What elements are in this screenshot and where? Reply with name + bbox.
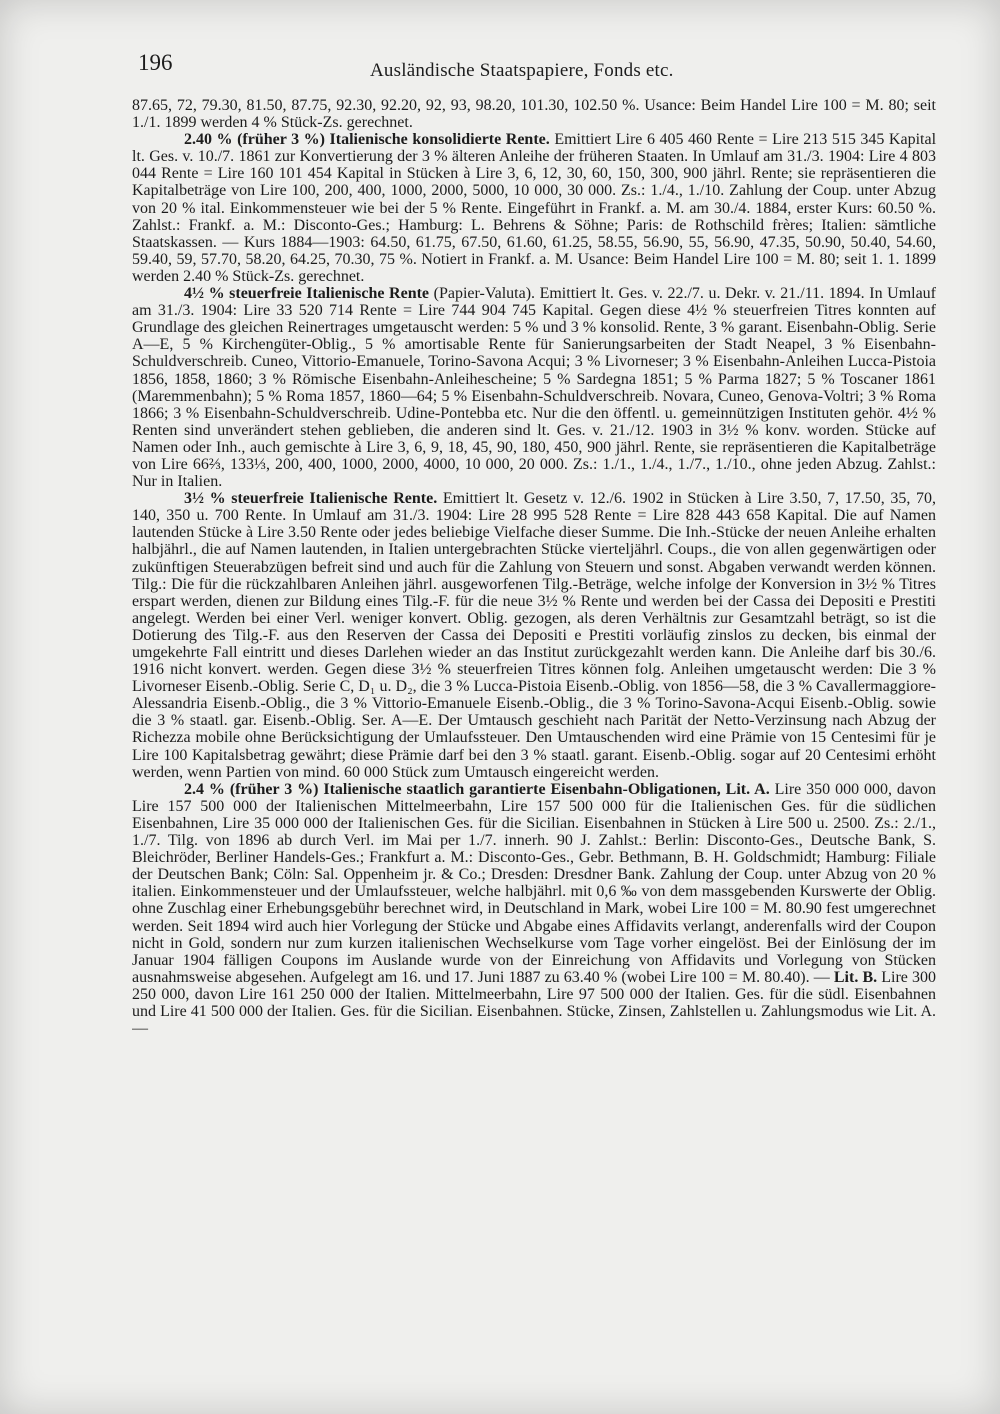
entry-text: (Papier-Valuta). Emittiert lt. Ges. v. 22./7. u. Dekr. v. 21./11. 1894. In Umlauf am 31./3. 1904: Lire 33 520 714 Rente = Lire 744 904 745 Kapital. Gegen diese 4½ % steuerfreien Titres konnten auf Grundlage des gleichen Reinertrages umgetauscht werden: 5 % und 3 % konsolid. Rente, 3 % garant. Eisenbahn-Oblig. Serie A—E, 5 % Kirchengüter-Oblig., 5 % amortisable Rente für Sanierungsarbeiten der Stadt Neapel, 3 % Eisenbahn-Schuldverschreib. Cuneo, Vittorio-Emanuele, Torino-Savona Acqui; 3 % Livorneser; 3 % Eisenbahn-Anleihen Lucca-Pistoia 1856, 1858, 1860; 3 % Römische Eisenbahn-Anleihescheine; 5 % Sardegna 1851; 5 % Parma 1827; 5 % Toscaner 1861 (Maremmenbahn); 5 % Roma 1857, 1860—64; 5 % Eisenbahn-Schuldverschreib. Novara, Cuneo, Genova-Voltri; 3 % Roma 1866; 3 % Eisenbahn-Schuldverschreib. Udine-Pontebba etc. Nur die den öffentl. u. gemeinnützigen Instituten gehör. 4½ % Renten sind unverändert stehen geblieben, die anderen sind lt. Ges. v. 21./12. 1903 in 3½ % konv. worden. Stücke auf Namen oder Inh., auch gemischte à Lire 3, 6, 9, 18, 45, 90, 180, 450, 900 jährl. Rente, sie repräsentieren die Kapitalbeträge von Lire 66⅔, 133⅓, 200, 400, 1000, 2000, 4000, 10 000, 20 000. Zs.: 1./1., 1./4., 1./7., 1./10., ohne jeden Abzug. Zahlst.: Nur in Italien. <box>132 285 936 491</box>
entry-text: Lire 350 000 000, davon Lire 157 500 000 der Italienischen Mittelmeerbahn, Lire 157 500 000 für die Italienischen Ges. für die südlichen Eisenbahnen, Lire 35 000 000 der Italienischen Ges. für die Sicilian. Eisenbahnen in Stücken à Lire 500 u. 2500. Zs.: 2./1., 1./7. Tilg. von 1896 ab durch Verl. im Mai per 1./7. innerh. 90 J. Zahlst.: Berlin: Disconto-Ges., Deutsche Bank, S. Bleichröder, Berliner Handels-Ges.; Frankfurt a. M.: Disconto-Ges., Gebr. Bethmann, B. H. Goldschmidt; Hamburg: Filiale der Deutschen Bank; Cöln: Sal. Oppenheim jr. & Co.; Dresden: Dresdner Bank. Zahlung der Coup. unter Abzug von 20 % italien. Einkommensteuer und der Umlaufssteuer, welche halbjährl. mit 0,6 ‰ von dem massgebenden Kurswerte der Oblig. ohne Zuschlag einer Erhebungsgebühr berechnet wird, in Deutschland in Mark, wobei Lire 100 = M. 80.90 fest umgerechnet werden. Seit 1894 wird auch hier Vorlegung der Stücke und Abgabe eines Affidavits verlangt, anderenfalls wird der Coupon nicht in Gold, sondern nur zum kurzen italienischen Wechselkurse vom Tage vorher eingelöst. Bei der Einlösung der im Januar 1904 fälligen Coupons im Auslande wurde von der Einreichung von Affidavits und Vorlegung von Stücken ausnahmsweise abgesehen. Aufgelegt am 16. und 17. Juni 1887 zu 63.40 % (wobei Lire 100 = M. 80.40). — <box>132 780 936 986</box>
page-header <box>138 50 938 84</box>
entry-title: 2.40 % (früher 3 %) Italienische konsolidierte Rente. <box>184 131 550 149</box>
entry-consolidated-rente <box>132 131 936 285</box>
entry-text: Emittiert lt. Gesetz v. 12./6. 1902 in Stücken à Lire 3.50, 7, 17.50, 35, 70, 140, 350 u. 700 Rente. In Umlauf am 31./3. 1904: Lire 28 995 528 Rente = Lire 828 443 658 Kapital. Die auf Namen lautenden Stücke à Lire 3.50 Rente oder jedes beliebige Vielfache dieser Summe. Die Inh.-Stücke der neuen Anleihe erhalten halbjährl., die auf Namen lautenden, in Italien untergebrachten Stücke vierteljährl. Coups., die von allen gegenwärtigen oder zukünftigen Steuerabzügen befreit sind und auch für die Zahlung von Steuern und sonst. Abgaben verwandt werden können. Tilg.: Die für die rückzahlbaren Anleihen jährl. ausgeworfenen Tilg.-Beträge, welche infolge der Konversion in 3½ % Titres erspart werden, dienen zur Bildung eines Tilg.-F. für die neue 3½ % Rente und werden bei der Cassa dei Depositi e Prestiti angelegt. Werden bei einer Verl. weniger konvert. Oblig. gezogen, als deren Verhältnis zur Gesamtzahl beträgt, so ist die Dotierung des Tilg.-F. aus den Reserven der Cassa dei Depositi e Prestiti vorläufig zinslos zu decken, bis einmal der umgekehrte Fall eintritt und dieses Darlehen wieder an das Institut zurückgezahlt werden kann. Die Anleihe darf bis 30./6. 1916 nicht konvert. werden. Gegen diese 3½ % steuerfreien Titres können folg. Anleihen umgetauscht werden: Die 3 % Livorneser Eisenb.-Oblig. Serie C, D₁ u. D₂, die 3 % Lucca-Pistoia Eisenb.-Oblig. von 1856—58, die 3 % Cavallermaggiore-Alessandria Eisenb.-Oblig., die 3 % Vittorio-Emanuele Eisenb.-Oblig., die 3 % Torino-Savona-Acqui Eisenb.-Oblig. sowie die 3 % staatl. gar. Eisenb.-Oblig. Ser. A—E. Der Umtausch geschieht nach Parität der Netto-Verzinsung nach Abzug der Richezza mobile ohne Berücksichtigung der Umlaufssteuer. Den Umtauschenden wird eine Prämie von 15 Centesimi für je Lire 100 Kapitalsbetrag gewährt; diese Prämie darf bei den 3 % staatl. garant. Eisenb.-Oblig. sogar auf 20 Centesimi erhöht werden, wenn Partien von mind. 60 000 Stück zum Umtausch eingereicht werden. <box>132 490 936 781</box>
body-text <box>132 97 936 1407</box>
continuation-paragraph: 87.65, 72, 79.30, 81.50, 87.75, 92.30, 92.20, 92, 93, 98.20, 101.30, 102.50 %. Usance: Beim Handel Lire 100 = M. 80; seit 1./1. 1899 werden 4 % Stück-Zs. gerechnet. <box>132 97 936 132</box>
page-number: 196 <box>138 50 173 75</box>
entry-text-lit-b: Lire 300 250 000, davon Lire 161 250 000 der Italien. Mittelmeerbahn, Lire 97 500 000 der Italien. Ges. für die südl. Eisenbahnen und Lire 41 500 000 der Italien. Ges. für die Sicilian. Eisenbahnen. Stücke, Zinsen, Zahlstellen u. Zahlungsmodus wie Lit. A. — <box>132 968 936 1038</box>
entry-text: Emittiert Lire 6 405 460 Rente = Lire 213 515 345 Kapital lt. Ges. v. 10./7. 1861 zur Konvertierung der 3 % älteren Anleihe der früheren Staaten. In Umlauf am 31./3. 1904: Lire 4 803 044 Rente = Lire 160 101 454 Kapital in Stücken à Lire 3, 6, 12, 30, 60, 150, 300, 900 jährl. Rente; sie repräsentieren die Kapitalbeträge von Lire 100, 200, 400, 1000, 2000, 5000, 10 000, 30 000. Zs.: 1./4., 1./10. Zahlung der Coup. unter Abzug von 20 % ital. Einkommensteuer wie bei der 5 % Rente. Eingeführt in Frankf. a. M. am 30./4. 1884, erster Kurs: 60.50 %. Zahlst.: Frankf. a. M.: Disconto-Ges.; Hamburg: L. Behrens & Söhne; Paris: de Rothschild frères; Italien: sämtliche Staatskassen. — Kurs 1884—1903: 64.50, 61.75, 67.50, 61.60, 61.25, 58.55, 56.90, 55, 56.90, 47.35, 50.90, 50.40, 54.60, 59.40, 59, 57.70, 58.20, 64.25, 70.30, 75 %. Notiert in Frankf. a. M. Usance: Beim Handel Lire 100 = M. 80; seit 1. 1. 1899 werden 2.40 % Stück-Zs. gerechnet. <box>132 131 936 285</box>
entry-subtitle-lit-b: Lit. B. <box>833 968 878 986</box>
entry-title: 4½ % steuerfreie Italienische Rente <box>184 285 430 303</box>
running-title: Ausländische Staatspapiere, Fonds etc. <box>370 60 674 81</box>
entry-title: 3½ % steuerfreie Italienische Rente. <box>184 490 438 508</box>
entry-railway-obligations-lit-a <box>132 781 936 1037</box>
entry-4-5-rente <box>132 285 936 490</box>
entry-3-5-rente <box>132 490 936 781</box>
entry-title: 2.4 % (früher 3 %) Italienische staatlich garantierte Eisenbahn-Obligationen, Lit. A. <box>184 780 770 798</box>
